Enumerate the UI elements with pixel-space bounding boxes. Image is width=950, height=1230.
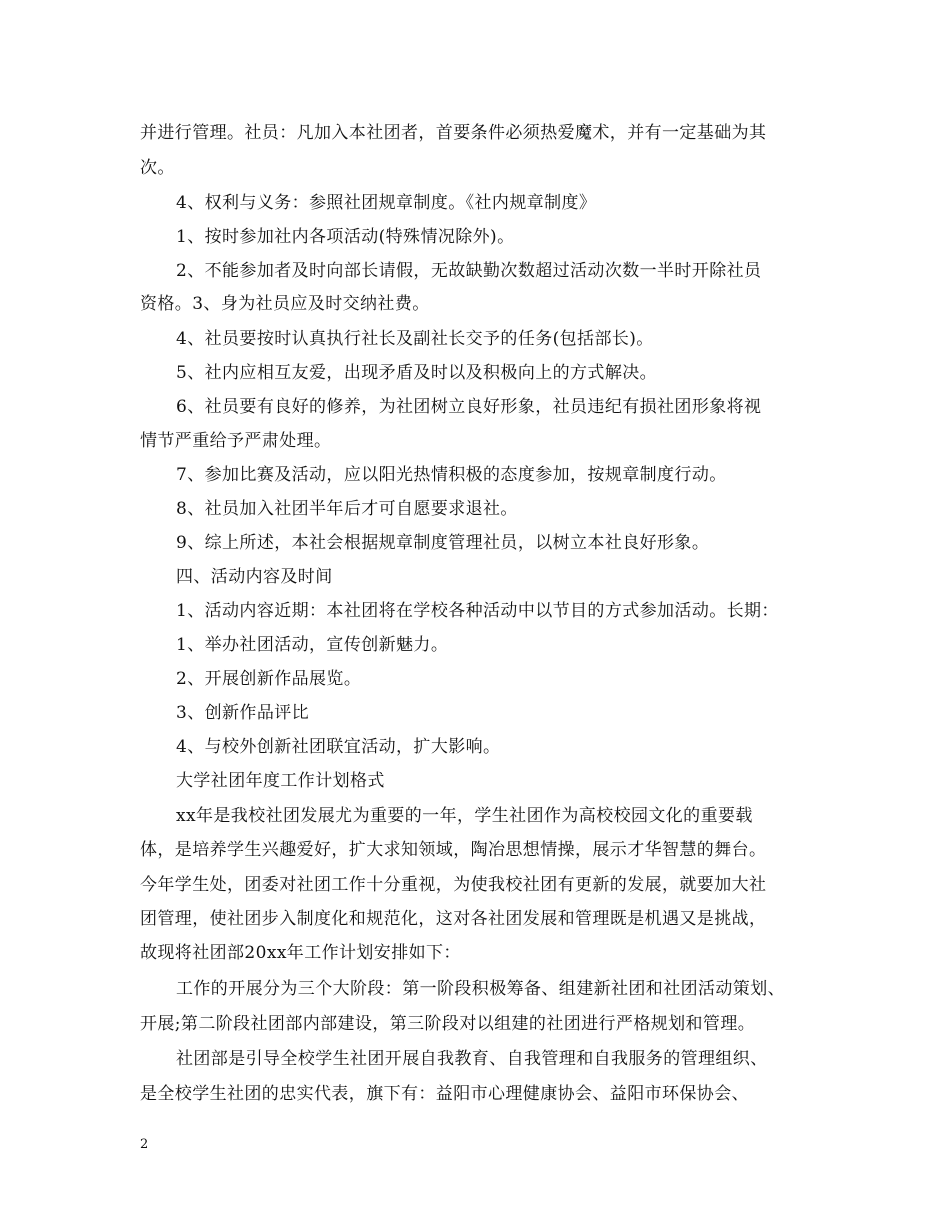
text-line: 5、社内应相互友爱，出现矛盾及时以及积极向上的方式解决。 [176,363,658,383]
section-heading: 四、活动内容及时间 [176,567,333,587]
text-line: 次。 [140,158,175,178]
text-line: 资格。3、身为社员应及时交纳社费。 [140,294,430,314]
text-line: 1、举办社团活动，宣传创新魅力。 [176,635,449,655]
text-line: 今年学生处，团委对社团工作十分重视，为使我校社团有更新的发展，就要加大社 [140,875,767,895]
text-line: 8、社员加入社团半年后才可自愿要求退社。 [176,499,518,519]
text-line: 1、按时参加社内各项活动(特殊情况除外)。 [176,227,515,247]
page-number: 2 [140,1137,149,1152]
text-line: 2、不能参加者及时向部长请假，无故缺勤次数超过活动次数一半时开除社员 [176,261,762,281]
text-line: 是全校学生社团的忠实代表，旗下有：益阳市心理健康协会、益阳市环保协会、 [140,1084,749,1104]
text-line: 情节严重给予严肃处理。 [140,431,332,451]
text-line: 社团部是引导全校学生社团开展自我教育、自我管理和自我服务的管理组织、 [176,1049,768,1069]
text-line: xx年是我校社团发展尤为重要的一年，学生社团作为高校校园文化的重要载 [176,806,753,826]
text-line: 并进行管理。社员：凡加入本社团者，首要条件必须热爱魔术，并有一定基础为其 [140,123,767,143]
text-line: 7、参加比赛及活动，应以阳光热情积极的态度参加，按规章制度行动。 [176,465,727,485]
text-line: 1、活动内容近期：本社团将在学校各种活动中以节目的方式参加活动。长期： [176,601,779,621]
text-line: 4、社员要按时认真执行社长及副社长交予的任务(包括部长)。 [176,329,654,349]
text-line: 3、创新作品评比 [176,703,310,723]
text-line: 6、社员要有良好的修养，为社团树立良好形象，社员违纪有损社团形象将视 [176,397,762,417]
text-line: 开展;第二阶段社团部内部建设，第三阶段对以组建的社团进行严格规划和管理。 [140,1014,756,1034]
text-line: 4、权利与义务：参照社团规章制度。《社内规章制度》 [176,193,597,213]
text-line: 4、与校外创新社团联宜活动，扩大影响。 [176,737,501,757]
text-line: 团管理，使社团步入制度化和规范化，这对各社团发展和管理既是机遇又是挑战， [140,909,767,929]
text-line: 故现将社团部20xx年工作计划安排如下： [140,943,461,963]
section-heading: 大学社团年度工作计划格式 [176,771,385,791]
text-line: 2、开展创新作品展览。 [176,669,362,689]
text-line: 9、综上所述，本社会根据规章制度管理社员，以树立本社良好形象。 [176,533,710,553]
text-line: 体，是培养学生兴趣爱好，扩大求知领域，陶冶思想情操，展示才华智慧的舞台。 [140,840,767,860]
text-line: 工作的开展分为三个大阶段：第一阶段积极筹备、组建新社团和社团活动策划、 [176,979,785,999]
